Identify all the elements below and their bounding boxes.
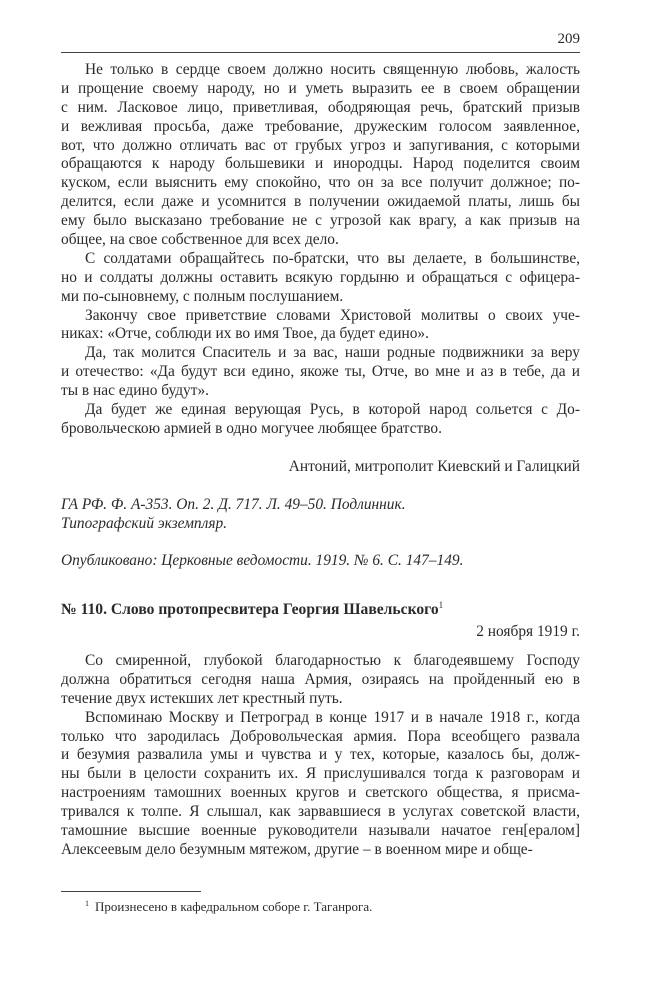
page-number: 209: [557, 31, 580, 47]
paragraph-line: ты в нас едино будут».: [61, 382, 210, 400]
paragraph-line: только что зародилась Добровольческая армия. Пора всеобщего развала: [61, 727, 580, 745]
footnote-text: Произнесено в кафедральном соборе г. Таганрога.: [95, 899, 373, 914]
paragraph-line: С солдатами обращайтесь по-братски, что вы делаете, в большинстве,: [85, 249, 580, 267]
paragraph-line: бровольческою армией в одно могучее любящее братство.: [61, 419, 442, 437]
archive-reference: [61, 496, 580, 534]
paragraph-line: с ним. Ласковое лицо, приветливая, ободряющая речь, братский призыв: [61, 98, 580, 116]
paragraph-line: ми по-сыновнему, с полным послушанием.: [61, 287, 344, 305]
paragraph-line: и вежливая просьба, даже требование, дружеским голосом заявленное,: [61, 117, 580, 135]
header-rule: [61, 52, 580, 53]
paragraph-line: должна обратиться сегодня наша Армия, озираясь на пройденный ею в: [61, 670, 580, 688]
footnote-mark: 1: [85, 899, 89, 908]
paragraph-line: Закончу свое приветствие словами Христовой молитвы о своих уче-: [85, 306, 580, 324]
paragraph-line: Да будет же единая верующая Русь, в которой народ сольется с До-: [85, 401, 580, 419]
paragraph-line: течение двух истекших лет крестный путь.: [61, 689, 343, 707]
paragraph-line: Не только в сердце своем должно носить священную любовь, жалость: [85, 61, 580, 78]
paragraph-line: Да, так молится Спаситель и за вас, наши родные подвижники за веру: [85, 344, 580, 362]
paragraph-line: тривался к толпе. Я слышал, как зарвавшиеся в услугах советской власти,: [61, 803, 580, 821]
footnote: [85, 899, 372, 915]
paragraph-line: Алексеевым дело безумным мятежом, другие – в военном мире и обще-: [61, 840, 533, 858]
paragraph-line: никах: «Отче, соблюди их во имя Твое, да будет едино».: [61, 325, 429, 343]
document-heading: [61, 600, 580, 619]
heading-text: № 110. Слово протопресвитера Георгия Шавельского: [61, 601, 439, 618]
paragraph-line: тамошние высшие военные руководители называли начатое ген[ералом]: [61, 822, 580, 840]
paragraph-line: и безумия развалила умы и чувства и у тех, которые, казалось бы, долж-: [61, 746, 580, 764]
document-body: [61, 652, 580, 860]
paragraph-line: ему было высказано требование не с угрозой как врагу, а как призыв на: [61, 212, 580, 230]
paragraph-line: и отечество: «Да будут вси едино, якоже ты, Отче, во мне и аз в тебе, да и: [61, 363, 580, 381]
paragraph-line: ны были в целости сохранить их. Я прислушивался тогда к разговорам и: [61, 765, 580, 783]
archive-line: ГА РФ. Ф. А-353. Оп. 2. Д. 717. Л. 49–50. Подлинник.: [61, 496, 406, 513]
signature: Антоний, митрополит Киевский и Галицкий: [288, 458, 580, 475]
publication-reference: Опубликовано: Церковные ведомости. 1919. № 6. С. 147–149.: [61, 552, 464, 569]
paragraph-line: обращаются к народу большевики и инородцы. Народ поделится своим: [61, 155, 580, 173]
footnote-rule: [61, 891, 201, 892]
paragraph-line: и прощение своему народу, но и уметь выразить ее в своем обращении: [61, 79, 580, 97]
archive-line: Типографский экземпляр.: [61, 514, 228, 532]
paragraph-line: Вспоминаю Москву и Петроград в конце 1917 и в начале 1918 г., когда: [85, 708, 580, 726]
paragraph-line: делится, если даже и усомнится в получении ожидаемой платы, лишь бы: [61, 193, 580, 211]
paragraph-line: настроениям тамошних военных кругов и светского общества, я присма-: [61, 784, 580, 802]
document-date: 2 ноября 1919 г.: [476, 623, 580, 640]
paragraph-line: куском, если выяснить ему спокойно, что он за все получит должное; по-: [61, 174, 580, 192]
paragraph-line: вот, что должно отличать вас от грубых угроз и запугивания, с которыми: [61, 136, 580, 154]
letter-body: [61, 61, 580, 439]
paragraph-line: но и солдаты должны оставить всякую гордыню и обращаться с офицера-: [61, 268, 580, 286]
paragraph-line: Со смиренной, глубокой благодарностью к благодеявшему Господу: [85, 652, 580, 669]
footnote-ref[interactable]: 1: [438, 600, 444, 610]
paragraph-line: общее, на свое собственное для всех дело.: [61, 231, 339, 249]
